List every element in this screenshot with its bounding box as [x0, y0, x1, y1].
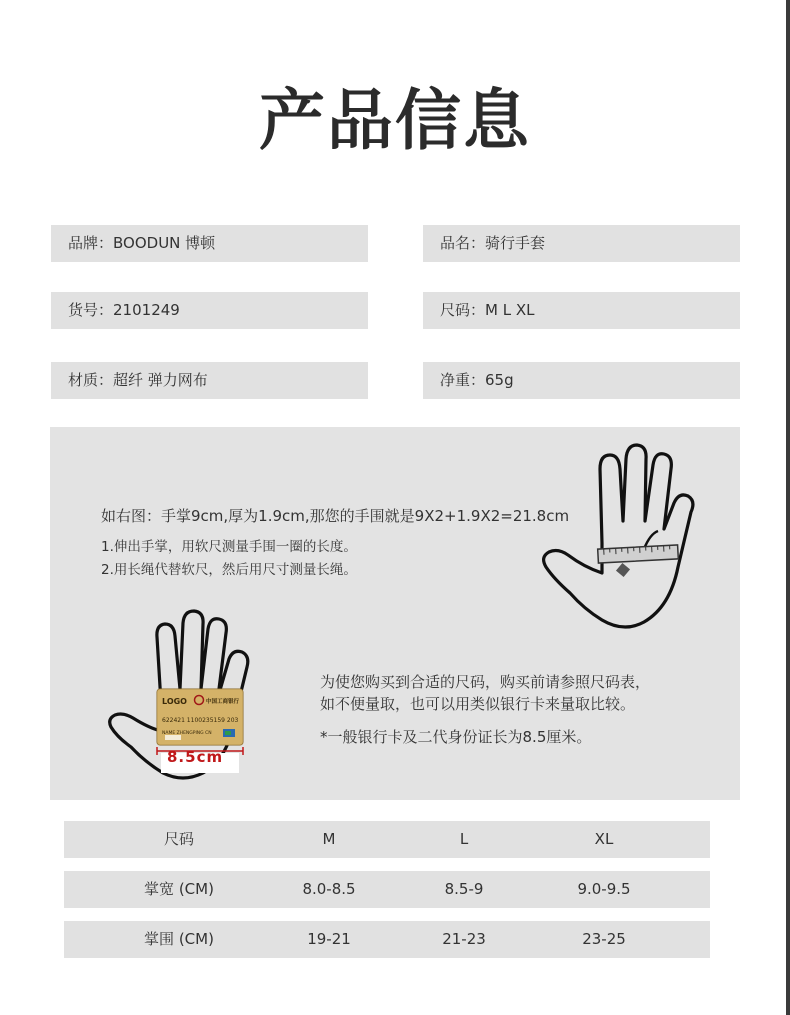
info-product-name [423, 225, 740, 262]
info-material [51, 362, 368, 399]
table-cell: 8.0-8.5 [302, 880, 356, 898]
card-size-note: *一般银行卡及二代身份证长为8.5厘米。 [320, 728, 592, 746]
info-value: 超纤 弹力网布 [113, 371, 208, 389]
card-logo-text: LOGO [162, 697, 187, 706]
info-label: 货号： [68, 301, 114, 319]
info-item-number [51, 292, 368, 329]
card-tip-line-1: 为使您购买到合适的尺码，购买前请参照尺码表， [320, 673, 651, 691]
header-cell: L [459, 830, 469, 848]
table-cell: 19-21 [307, 930, 351, 948]
size-table-header [64, 821, 710, 858]
info-value: 65g [485, 371, 514, 389]
card-length-label: 8.5cm [167, 748, 224, 766]
info-net-weight [423, 362, 740, 399]
info-label: 品牌： [68, 234, 114, 252]
table-cell: 23-25 [582, 930, 626, 948]
table-cell: 9.0-9.5 [577, 880, 631, 898]
info-label: 材质： [68, 371, 114, 389]
info-value: 骑行手套 [485, 234, 546, 252]
info-value: M L XL [485, 301, 535, 319]
table-row [64, 871, 710, 908]
card-tip-line-2: 如不便量取，也可以用类似银行卡来量取比较。 [320, 695, 636, 713]
card-bank-name: 中国工商银行 [206, 699, 240, 705]
guide-step-2: 2.用长绳代替软尺，然后用尺寸测量长绳。 [101, 562, 357, 578]
info-label: 尺码： [440, 301, 486, 319]
info-label: 品名： [440, 234, 486, 252]
hand-tape-measure-illustration [540, 439, 700, 629]
row-label: 掌围 (CM) [144, 930, 214, 948]
measure-guide-panel [50, 427, 740, 800]
table-row [64, 921, 710, 958]
page-title: 产品信息 [259, 82, 531, 159]
info-label: 净重： [440, 371, 486, 389]
info-value: 2101249 [113, 301, 180, 319]
header-cell: 尺码 [163, 830, 194, 848]
info-sizes [423, 292, 740, 329]
header-cell: M [322, 830, 336, 848]
guide-step-1: 1.伸出手掌，用软尺测量手围一圈的长度。 [101, 539, 357, 555]
info-value: BOODUN 博顿 [113, 234, 216, 252]
card-number: 622421 1100235159 203 [162, 717, 239, 724]
guide-intro: 如右图：手掌9cm,厚为1.9cm,那您的手围就是9X2+1.9X2=21.8cm [101, 507, 570, 525]
table-cell: 8.5-9 [444, 880, 484, 898]
header-cell: XL [594, 830, 614, 848]
info-brand [51, 225, 368, 262]
row-label: 掌宽 (CM) [144, 880, 214, 898]
table-cell: 21-23 [442, 930, 486, 948]
card-holder-name: NAME ZHENGPING CN [162, 731, 212, 736]
